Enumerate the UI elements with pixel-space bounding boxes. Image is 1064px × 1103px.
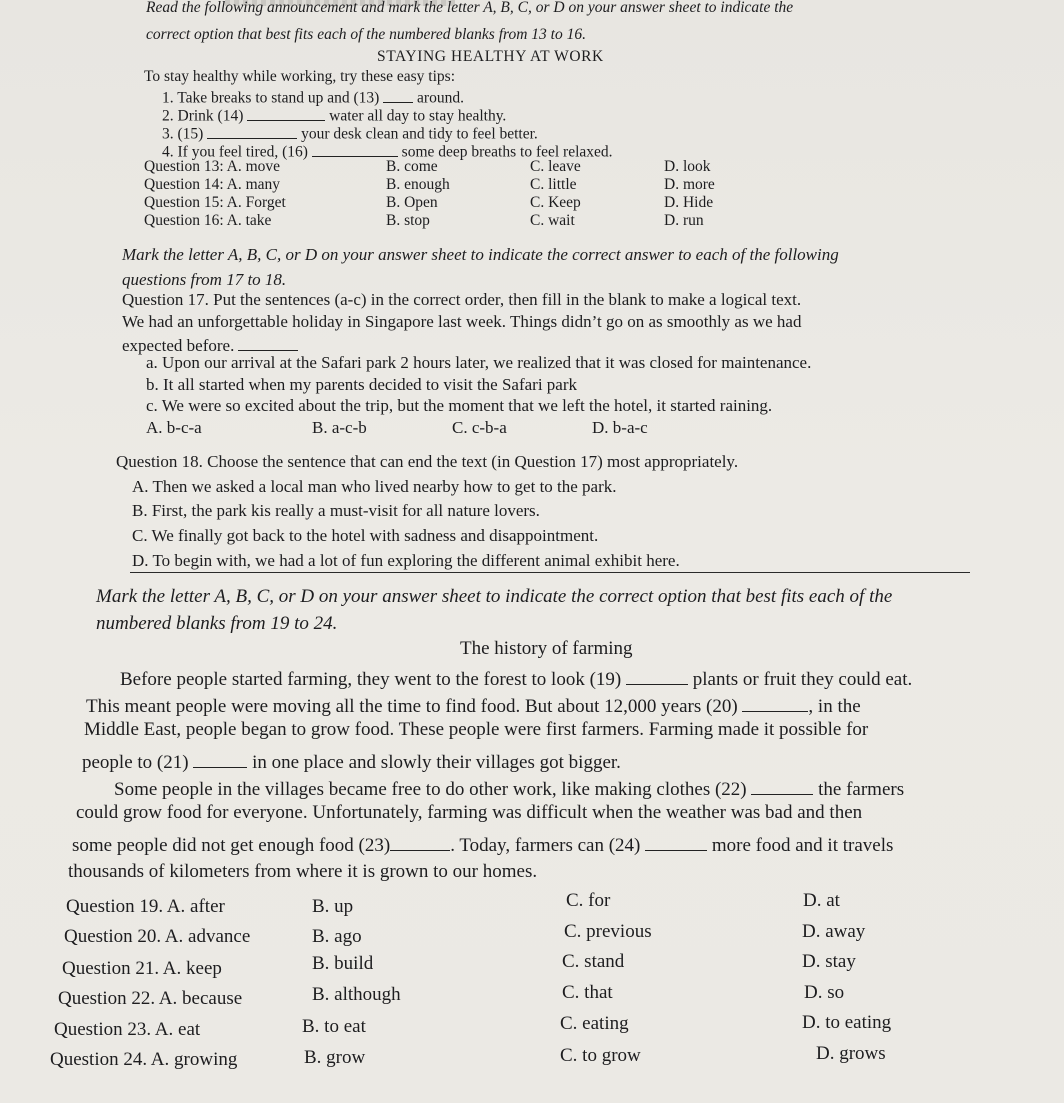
section1-instruction-line1: Read the following announcement and mark the letter A, B, C, or D on your answer sheet to indicate the bbox=[146, 0, 794, 16]
blank-19 bbox=[626, 665, 688, 685]
option-d: D. to eating bbox=[802, 1012, 892, 1033]
tip-item: 1. Take breaks to stand up and (13) around. bbox=[162, 86, 464, 107]
option-b: B. to eat bbox=[302, 1016, 366, 1037]
option-c: C. Keep bbox=[530, 194, 581, 211]
blank-23 bbox=[390, 831, 450, 851]
question-21-label: Question 21. A. keep bbox=[62, 958, 222, 979]
option-d: D. away bbox=[802, 921, 866, 942]
sentence-b: b. It all started when my parents decided to visit the Safari park bbox=[146, 375, 578, 394]
tip-item: 2. Drink (14) water all day to stay healthy. bbox=[162, 104, 506, 125]
option-c: C. to grow bbox=[560, 1045, 641, 1066]
section1-instruction-line2: correct option that best fits each of the numbered blanks from 13 to 16. bbox=[146, 26, 586, 43]
question-17-text-line2: expected before. bbox=[122, 333, 298, 356]
question-16-label: Question 16: A. take bbox=[144, 212, 272, 229]
section2-instruction-line2: questions from 17 to 18. bbox=[122, 270, 287, 289]
question-22-label: Question 22. A. because bbox=[58, 988, 243, 1009]
option-d: D. run bbox=[664, 212, 704, 229]
announcement-intro: To stay healthy while working, try these easy tips: bbox=[144, 68, 456, 85]
question-18-option-c: C. We finally got back to the hotel with sadness and disappointment. bbox=[132, 526, 599, 545]
blank-20 bbox=[742, 692, 808, 712]
section3-instruction-line2: numbered blanks from 19 to 24. bbox=[96, 613, 338, 634]
section3-instruction-line1: Mark the letter A, B, C, or D on your answer sheet to indicate the correct option that best fits each of the bbox=[96, 586, 893, 607]
announcement-title: STAYING HEALTHY AT WORK bbox=[377, 48, 604, 65]
question-18-option-a: A. Then we asked a local man who lived nearby how to get to the park. bbox=[132, 477, 617, 496]
question-24-label: Question 24. A. growing bbox=[50, 1049, 238, 1070]
option-d: D. Hide bbox=[664, 194, 714, 211]
question-17-option-b: B. a-c-b bbox=[312, 418, 367, 437]
sentence-c: c. We were so excited about the trip, but the moment that we left the hotel, it started raining. bbox=[146, 396, 773, 415]
option-d: D. more bbox=[664, 176, 715, 193]
question-17-option-a: A. b-c-a bbox=[146, 418, 202, 437]
option-b: B. enough bbox=[386, 176, 450, 193]
question-14-label: Question 14: A. many bbox=[144, 176, 281, 193]
question-23-label: Question 23. A. eat bbox=[54, 1019, 201, 1040]
option-b: B. ago bbox=[312, 926, 362, 947]
blank-21 bbox=[193, 748, 247, 768]
blank-13 bbox=[383, 86, 413, 103]
question-18-prompt: Question 18. Choose the sentence that can end the text (in Question 17) most appropriately. bbox=[116, 452, 739, 471]
option-b: B. build bbox=[312, 953, 374, 974]
option-c: C. little bbox=[530, 176, 577, 193]
passage-line: Before people started farming, they went to the forest to look (19) plants or fruit they could eat. bbox=[120, 665, 912, 691]
blank-22 bbox=[751, 775, 813, 795]
blank-15 bbox=[207, 122, 297, 139]
option-d: D. so bbox=[804, 982, 845, 1003]
tip-item: 4. If you feel tired, (16) some deep breaths to feel relaxed. bbox=[162, 140, 613, 161]
question-19-label: Question 19. A. after bbox=[66, 896, 225, 917]
passage-line: Some people in the villages became free to do other work, like making clothes (22) the farmers bbox=[114, 775, 904, 801]
option-c: C. eating bbox=[560, 1013, 629, 1034]
option-d: D. at bbox=[803, 890, 840, 911]
option-d: D. stay bbox=[802, 951, 856, 972]
section2-instruction-line1: Mark the letter A, B, C, or D on your answer sheet to indicate the correct answer to each of the following bbox=[122, 245, 839, 264]
blank-24 bbox=[645, 831, 707, 851]
passage-line: could grow food for everyone. Unfortunately, farming was difficult when the weather was bad and then bbox=[76, 802, 863, 823]
passage-line: Middle East, people began to grow food. These people were first farmers. Farming made it possible for bbox=[84, 719, 869, 740]
option-b: B. Open bbox=[386, 194, 438, 211]
option-d: D. grows bbox=[816, 1043, 886, 1064]
question-13-label: Question 13: A. move bbox=[144, 158, 281, 175]
passage-line: thousands of kilometers from where it is grown to our homes. bbox=[68, 861, 538, 882]
option-b: B. come bbox=[386, 158, 438, 175]
passage-title: The history of farming bbox=[460, 638, 633, 659]
tip-item: 3. (15) your desk clean and tidy to feel better. bbox=[162, 122, 538, 143]
option-b: B. stop bbox=[386, 212, 430, 229]
passage-line: people to (21) in one place and slowly their villages got bigger. bbox=[82, 748, 621, 774]
option-b: B. although bbox=[312, 984, 401, 1005]
divider-line bbox=[130, 572, 970, 573]
passage-line: some people did not get enough food (23) . Today, farmers can (24) more food and it travels bbox=[72, 831, 893, 857]
option-c: C. for bbox=[566, 890, 611, 911]
sentence-a: a. Upon our arrival at the Safari park 2 hours later, we realized that it was closed for maintenance. bbox=[146, 353, 812, 372]
option-c: C. leave bbox=[530, 158, 581, 175]
question-17-option-d: D. b-a-c bbox=[592, 418, 648, 437]
question-15-label: Question 15: A. Forget bbox=[144, 194, 286, 211]
question-17-text-line1: We had an unforgettable holiday in Singapore last week. Things didn’t go on as smoothly as we had bbox=[122, 312, 802, 331]
blank-17 bbox=[238, 333, 298, 351]
option-c: C. wait bbox=[530, 212, 575, 229]
option-b: B. grow bbox=[304, 1047, 366, 1068]
question-17-prompt: Question 17. Put the sentences (a-c) in the correct order, then fill in the blank to make a logical text. bbox=[122, 290, 802, 309]
blank-16 bbox=[312, 140, 398, 157]
option-c: C. previous bbox=[564, 921, 652, 942]
blank-14 bbox=[247, 104, 325, 121]
option-d: D. look bbox=[664, 158, 711, 175]
question-18-option-b: B. First, the park kis really a must-visit for all nature lovers. bbox=[132, 501, 540, 520]
question-17-option-c: C. c-b-a bbox=[452, 418, 507, 437]
question-18-option-d: D. To begin with, we had a lot of fun exploring the different animal exhibit here. bbox=[132, 551, 680, 570]
question-20-label: Question 20. A. advance bbox=[64, 926, 251, 947]
option-b: B. up bbox=[312, 896, 354, 917]
option-c: C. stand bbox=[562, 951, 625, 972]
passage-line: This meant people were moving all the time to find food. But about 12,000 years (20) , in the bbox=[86, 692, 861, 718]
option-c: C. that bbox=[562, 982, 613, 1003]
